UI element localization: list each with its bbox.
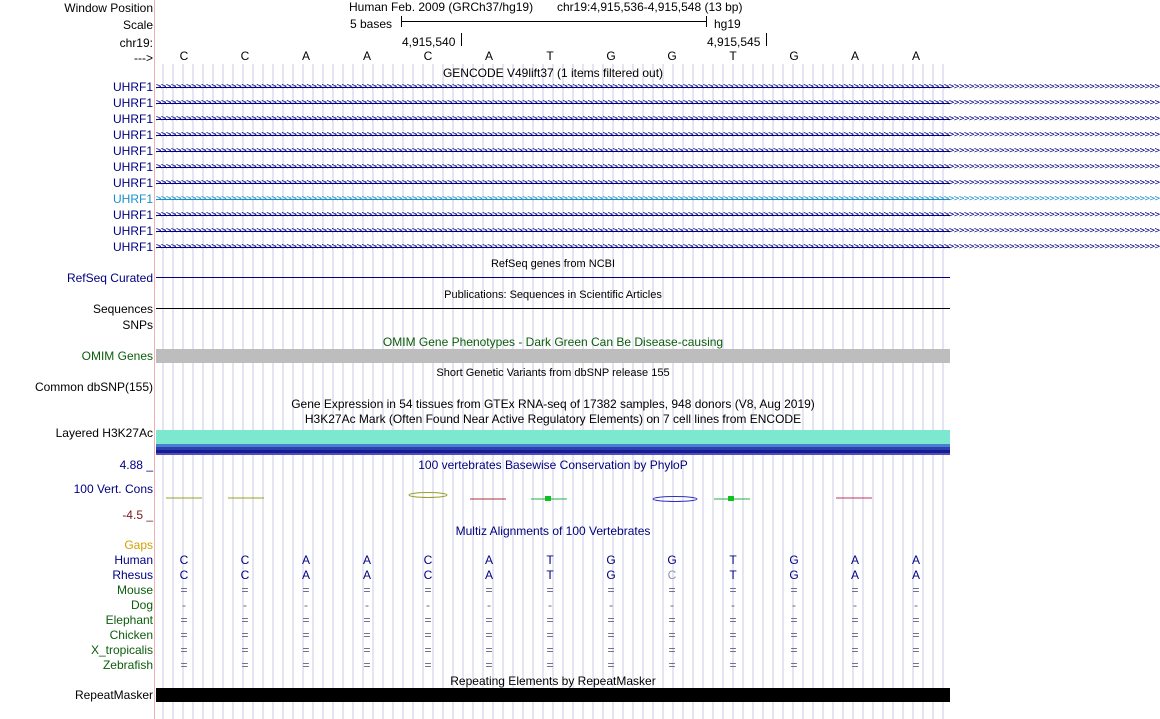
h3k-title: H3K27Ac Mark (Often Found Near Active Regulatory Elements) on 7 cell lines from ENCODE: [304, 412, 802, 426]
multiz-base: =: [485, 658, 493, 672]
multiz-base: -: [426, 598, 430, 612]
multiz-base: C: [240, 568, 250, 582]
multiz-base: A: [850, 553, 859, 567]
multiz-base: C: [179, 568, 189, 582]
multiz-base: =: [363, 628, 371, 642]
reference-base: G: [789, 49, 799, 63]
h3k-label[interactable]: Layered H3K27Ac: [55, 426, 153, 440]
multiz-base: T: [729, 553, 737, 567]
multiz-base: -: [609, 598, 613, 612]
multiz-base: C: [423, 553, 433, 567]
phylop-min: -4.5 _: [122, 508, 153, 522]
multiz-title: Multiz Alignments of 100 Vertebrates: [455, 524, 651, 538]
gencode-gene-feature[interactable]: >>>>>>>>>>>>>>>>>>>>>>>>>>>>>>>>>>>>>>>>>>>>>>>>>>>>>>>>>>>>>>>>>>>>>>>>>>>>>>>>>>>>>>>>>>>>>>>>>>>>>>>>>>>>>>>>>>>>>>>>>>>>>>>>>>>>>>>>>>>>>>>>>>>>>>>>>>>>>>>>>>>>>>>>>>>>>>>>>>>>>>>>>>>>>>>>>>>>>>>>: [156, 162, 1160, 172]
phylop-title: 100 vertebrates Basewise Conservation by PhyloP: [418, 458, 688, 472]
assembly-text: Human Feb. 2009 (GRCh37/hg19): [349, 0, 534, 14]
multiz-base: -: [487, 598, 491, 612]
multiz-base: =: [851, 613, 859, 627]
gaps-label[interactable]: Gaps: [124, 538, 153, 552]
multiz-base: =: [180, 628, 188, 642]
multiz-species-label[interactable]: Zebrafish: [102, 658, 153, 672]
multiz-base: =: [546, 583, 554, 597]
track-left-border: [154, 0, 155, 719]
multiz-base: =: [729, 613, 737, 627]
multiz-base: =: [668, 658, 676, 672]
refseq-label[interactable]: RefSeq Curated: [66, 271, 153, 285]
reference-base: A: [301, 49, 310, 63]
h3k-band[interactable]: [156, 453, 950, 455]
snps-label[interactable]: SNPs: [122, 318, 153, 332]
multiz-base: =: [912, 628, 920, 642]
multiz-species-label[interactable]: Chicken: [109, 628, 153, 642]
refseq-line[interactable]: [156, 277, 950, 278]
multiz-base: =: [180, 658, 188, 672]
multiz-base: =: [790, 583, 798, 597]
multiz-base: =: [302, 643, 310, 657]
multiz-base: =: [485, 613, 493, 627]
multiz-base: =: [546, 628, 554, 642]
repeat-title: Repeating Elements by RepeatMasker: [450, 674, 656, 688]
multiz-base: =: [546, 658, 554, 672]
reference-base: C: [423, 49, 433, 63]
multiz-base: =: [546, 613, 554, 627]
gencode-gene-label[interactable]: UHRF1: [112, 160, 153, 174]
multiz-base: -: [182, 598, 186, 612]
multiz-base: =: [241, 613, 249, 627]
scale-bar: [401, 21, 707, 22]
gencode-gene-feature[interactable]: >>>>>>>>>>>>>>>>>>>>>>>>>>>>>>>>>>>>>>>>>>>>>>>>>>>>>>>>>>>>>>>>>>>>>>>>>>>>>>>>>>>>>>>>>>>>>>>>>>>>>>>>>>>>>>>>>>>>>>>>>>>>>>>>>>>>>>>>>>>>>>>>>>>>>>>>>>>>>>>>>>>>>>>>>>>>>>>>>>>>>>>>>>>>>>>>>>>>>>>>: [156, 194, 1160, 204]
phylop-wiggle[interactable]: [156, 487, 950, 509]
multiz-base: A: [911, 568, 920, 582]
multiz-base: G: [667, 553, 677, 567]
phylop-mark: [653, 497, 697, 502]
reference-base: G: [667, 49, 677, 63]
multiz-species-label[interactable]: Dog: [130, 598, 153, 612]
multiz-base: A: [362, 568, 371, 582]
phylop-mark: [728, 496, 734, 501]
multiz-base: =: [241, 628, 249, 642]
multiz-base: =: [302, 583, 310, 597]
multiz-base: =: [851, 583, 859, 597]
multiz-base: =: [912, 583, 920, 597]
h3k-band[interactable]: [156, 430, 950, 444]
multiz-base: G: [606, 568, 616, 582]
gencode-gene-feature[interactable]: >>>>>>>>>>>>>>>>>>>>>>>>>>>>>>>>>>>>>>>>>>>>>>>>>>>>>>>>>>>>>>>>>>>>>>>>>>>>>>>>>>>>>>>>>>>>>>>>>>>>>>>>>>>>>>>>>>>>>>>>>>>>>>>>>>>>>>>>>>>>>>>>>>>>>>>>>>>>>>>>>>>>>>>>>>>>>>>>>>>>>>>>>>>>>>>>>>>>>>>>: [156, 146, 1160, 156]
multiz-species-label[interactable]: Rhesus: [112, 568, 153, 582]
reference-base: T: [546, 49, 554, 63]
multiz-base: =: [790, 613, 798, 627]
gencode-gene-label[interactable]: UHRF1: [112, 224, 153, 238]
pubs-title: Publications: Sequences in Scientific Articles: [444, 289, 662, 301]
multiz-base: A: [850, 568, 859, 582]
multiz-base: =: [424, 583, 432, 597]
multiz-base: -: [670, 598, 674, 612]
gencode-gene-label[interactable]: UHRF1: [112, 96, 153, 110]
coord-left: 4,915,540: [402, 35, 456, 49]
scale-text: 5 bases: [350, 17, 393, 31]
multiz-base: =: [912, 613, 920, 627]
multiz-base: =: [180, 613, 188, 627]
reference-base: A: [362, 49, 371, 63]
gencode-gene-label[interactable]: UHRF1: [112, 128, 153, 142]
db-text: hg19: [714, 17, 741, 31]
scale-bar-right-tick: [706, 16, 707, 27]
multiz-base: -: [914, 598, 918, 612]
gencode-gene-label[interactable]: UHRF1: [112, 240, 153, 254]
multiz-base: -: [792, 598, 796, 612]
multiz-base: G: [789, 568, 799, 582]
multiz-base: A: [911, 553, 920, 567]
gencode-gene-label[interactable]: UHRF1: [112, 176, 153, 190]
multiz-base: =: [607, 613, 615, 627]
multiz-base: =: [668, 583, 676, 597]
multiz-base: =: [790, 658, 798, 672]
multiz-base: =: [790, 628, 798, 642]
multiz-base: =: [485, 583, 493, 597]
multiz-base: =: [363, 583, 371, 597]
multiz-base: =: [729, 643, 737, 657]
repeat-bar[interactable]: [156, 688, 950, 702]
phylop-mark: [409, 493, 447, 498]
multiz-base: =: [607, 643, 615, 657]
multiz-base: C: [423, 568, 433, 582]
phylop-mark: [545, 496, 551, 501]
multiz-base: =: [851, 658, 859, 672]
multiz-species-label[interactable]: Mouse: [116, 583, 153, 597]
omim-title: OMIM Gene Phenotypes - Dark Green Can Be Disease-causing: [382, 335, 724, 349]
multiz-base: =: [912, 658, 920, 672]
omim-bar[interactable]: [156, 349, 950, 363]
scale-bar-left-tick: [401, 16, 402, 27]
multiz-base: G: [789, 553, 799, 567]
multiz-base: -: [731, 598, 735, 612]
reference-base: C: [240, 49, 250, 63]
multiz-base: C: [179, 553, 189, 567]
multiz-base: =: [363, 613, 371, 627]
omim-label[interactable]: OMIM Genes: [81, 349, 153, 363]
gencode-gene-feature[interactable]: >>>>>>>>>>>>>>>>>>>>>>>>>>>>>>>>>>>>>>>>>>>>>>>>>>>>>>>>>>>>>>>>>>>>>>>>>>>>>>>>>>>>>>>>>>>>>>>>>>>>>>>>>>>>>>>>>>>>>>>>>>>>>>>>>>>>>>>>>>>>>>>>>>>>>>>>>>>>>>>>>>>>>>>>>>>>>>>>>>>>>>>>>>>>>>>>>>>>>>>>: [156, 178, 1160, 188]
reference-base: A: [484, 49, 493, 63]
multiz-base: A: [301, 553, 310, 567]
multiz-base: =: [851, 628, 859, 642]
multiz-base: =: [668, 628, 676, 642]
gencode-gene-feature[interactable]: >>>>>>>>>>>>>>>>>>>>>>>>>>>>>>>>>>>>>>>>>>>>>>>>>>>>>>>>>>>>>>>>>>>>>>>>>>>>>>>>>>>>>>>>>>>>>>>>>>>>>>>>>>>>>>>>>>>>>>>>>>>>>>>>>>>>>>>>>>>>>>>>>>>>>>>>>>>>>>>>>>>>>>>>>>>>>>>>>>>>>>>>>>>>>>>>>>>>>>>>: [156, 210, 1160, 220]
gencode-gene-label[interactable]: UHRF1: [112, 80, 153, 94]
multiz-base: T: [546, 568, 554, 582]
gtex-title: Gene Expression in 54 tissues from GTEx RNA-seq of 17382 samples, 948 donors (V8, Aug 2019): [291, 397, 815, 411]
reference-base: A: [911, 49, 920, 63]
multiz-base: A: [301, 568, 310, 582]
multiz-base: -: [548, 598, 552, 612]
refseq-title: RefSeq genes from NCBI: [490, 258, 616, 270]
multiz-base: =: [424, 643, 432, 657]
repeat-label[interactable]: RepeatMasker: [74, 688, 153, 702]
multiz-base: -: [853, 598, 857, 612]
multiz-base: =: [912, 643, 920, 657]
multiz-base: A: [362, 553, 371, 567]
coord-right: 4,915,545: [707, 35, 761, 49]
multiz-base: =: [302, 658, 310, 672]
multiz-base: =: [851, 643, 859, 657]
coord-left-tick: [461, 33, 462, 46]
reference-base: G: [606, 49, 616, 63]
dbsnp-label[interactable]: Common dbSNP(155): [34, 380, 153, 394]
multiz-base: =: [424, 658, 432, 672]
multiz-species-label[interactable]: Human: [114, 553, 153, 567]
gencode-title: GENCODE V49lift37 (1 items filtered out): [442, 66, 664, 80]
multiz-base: C: [667, 568, 677, 582]
multiz-base: =: [363, 643, 371, 657]
multiz-base: =: [790, 643, 798, 657]
multiz-base: =: [607, 628, 615, 642]
gencode-gene-feature[interactable]: >>>>>>>>>>>>>>>>>>>>>>>>>>>>>>>>>>>>>>>>>>>>>>>>>>>>>>>>>>>>>>>>>>>>>>>>>>>>>>>>>>>>>>>>>>>>>>>>>>>>>>>>>>>>>>>>>>>>>>>>>>>>>>>>>>>>>>>>>>>>>>>>>>>>>>>>>>>>>>>>>>>>>>>>>>>>>>>>>>>>>>>>>>>>>>>>>>>>>>>>: [156, 130, 1160, 140]
window-position-label: Window Position: [64, 1, 153, 15]
multiz-base: G: [606, 553, 616, 567]
multiz-base: =: [485, 628, 493, 642]
multiz-base: =: [363, 658, 371, 672]
gencode-gene-label[interactable]: UHRF1: [112, 208, 153, 222]
strand-label: --->: [134, 51, 153, 65]
multiz-base: =: [302, 613, 310, 627]
phylop-label[interactable]: 100 Vert. Cons: [73, 482, 153, 496]
gencode-gene-feature[interactable]: >>>>>>>>>>>>>>>>>>>>>>>>>>>>>>>>>>>>>>>>>>>>>>>>>>>>>>>>>>>>>>>>>>>>>>>>>>>>>>>>>>>>>>>>>>>>>>>>>>>>>>>>>>>>>>>>>>>>>>>>>>>>>>>>>>>>>>>>>>>>>>>>>>>>>>>>>>>>>>>>>>>>>>>>>>>>>>>>>>>>>>>>>>>>>>>>>>>>>>>>: [156, 82, 1160, 92]
multiz-base: =: [424, 628, 432, 642]
multiz-base: =: [241, 658, 249, 672]
multiz-base: =: [180, 583, 188, 597]
chrom-label: chr19:: [119, 36, 153, 50]
scale-label: Scale: [122, 18, 153, 32]
sequences-line[interactable]: [156, 308, 950, 309]
multiz-base: =: [729, 583, 737, 597]
multiz-base: =: [668, 613, 676, 627]
multiz-species-label[interactable]: Elephant: [105, 613, 153, 627]
multiz-base: =: [729, 658, 737, 672]
multiz-base: -: [243, 598, 247, 612]
multiz-base: =: [241, 643, 249, 657]
multiz-base: =: [607, 583, 615, 597]
position-text[interactable]: chr19:4,915,536-4,915,548 (13 bp): [557, 0, 743, 14]
multiz-base: -: [304, 598, 308, 612]
multiz-base: =: [546, 643, 554, 657]
dbsnp-title: Short Genetic Variants from dbSNP release 155: [436, 367, 670, 379]
multiz-base: =: [241, 583, 249, 597]
multiz-base: T: [546, 553, 554, 567]
multiz-base: =: [302, 628, 310, 642]
gencode-gene-label[interactable]: UHRF1: [112, 192, 153, 206]
multiz-base: =: [180, 643, 188, 657]
reference-base: C: [179, 49, 189, 63]
multiz-base: =: [485, 643, 493, 657]
multiz-base: A: [484, 553, 493, 567]
gencode-gene-feature[interactable]: >>>>>>>>>>>>>>>>>>>>>>>>>>>>>>>>>>>>>>>>>>>>>>>>>>>>>>>>>>>>>>>>>>>>>>>>>>>>>>>>>>>>>>>>>>>>>>>>>>>>>>>>>>>>>>>>>>>>>>>>>>>>>>>>>>>>>>>>>>>>>>>>>>>>>>>>>>>>>>>>>>>>>>>>>>>>>>>>>>>>>>>>>>>>>>>>>>>>>>>>: [156, 98, 1160, 108]
gencode-gene-feature[interactable]: >>>>>>>>>>>>>>>>>>>>>>>>>>>>>>>>>>>>>>>>>>>>>>>>>>>>>>>>>>>>>>>>>>>>>>>>>>>>>>>>>>>>>>>>>>>>>>>>>>>>>>>>>>>>>>>>>>>>>>>>>>>>>>>>>>>>>>>>>>>>>>>>>>>>>>>>>>>>>>>>>>>>>>>>>>>>>>>>>>>>>>>>>>>>>>>>>>>>>>>>: [156, 226, 1160, 236]
multiz-base: =: [668, 643, 676, 657]
phylop-max: 4.88 _: [119, 458, 153, 472]
sequences-label[interactable]: Sequences: [92, 302, 153, 316]
multiz-base: -: [365, 598, 369, 612]
multiz-base: A: [484, 568, 493, 582]
reference-base: T: [729, 49, 737, 63]
gencode-gene-feature[interactable]: >>>>>>>>>>>>>>>>>>>>>>>>>>>>>>>>>>>>>>>>>>>>>>>>>>>>>>>>>>>>>>>>>>>>>>>>>>>>>>>>>>>>>>>>>>>>>>>>>>>>>>>>>>>>>>>>>>>>>>>>>>>>>>>>>>>>>>>>>>>>>>>>>>>>>>>>>>>>>>>>>>>>>>>>>>>>>>>>>>>>>>>>>>>>>>>>>>>>>>>>: [156, 114, 1160, 124]
coord-right-tick: [766, 33, 767, 46]
reference-base: A: [850, 49, 859, 63]
multiz-base: T: [729, 568, 737, 582]
multiz-species-label[interactable]: X_tropicalis: [90, 643, 153, 657]
multiz-base: =: [424, 613, 432, 627]
multiz-base: =: [607, 658, 615, 672]
multiz-base: C: [240, 553, 250, 567]
multiz-base: =: [729, 628, 737, 642]
gencode-gene-label[interactable]: UHRF1: [112, 144, 153, 158]
gencode-gene-feature[interactable]: >>>>>>>>>>>>>>>>>>>>>>>>>>>>>>>>>>>>>>>>>>>>>>>>>>>>>>>>>>>>>>>>>>>>>>>>>>>>>>>>>>>>>>>>>>>>>>>>>>>>>>>>>>>>>>>>>>>>>>>>>>>>>>>>>>>>>>>>>>>>>>>>>>>>>>>>>>>>>>>>>>>>>>>>>>>>>>>>>>>>>>>>>>>>>>>>>>>>>>>>: [156, 242, 1160, 252]
gencode-gene-label[interactable]: UHRF1: [112, 112, 153, 126]
